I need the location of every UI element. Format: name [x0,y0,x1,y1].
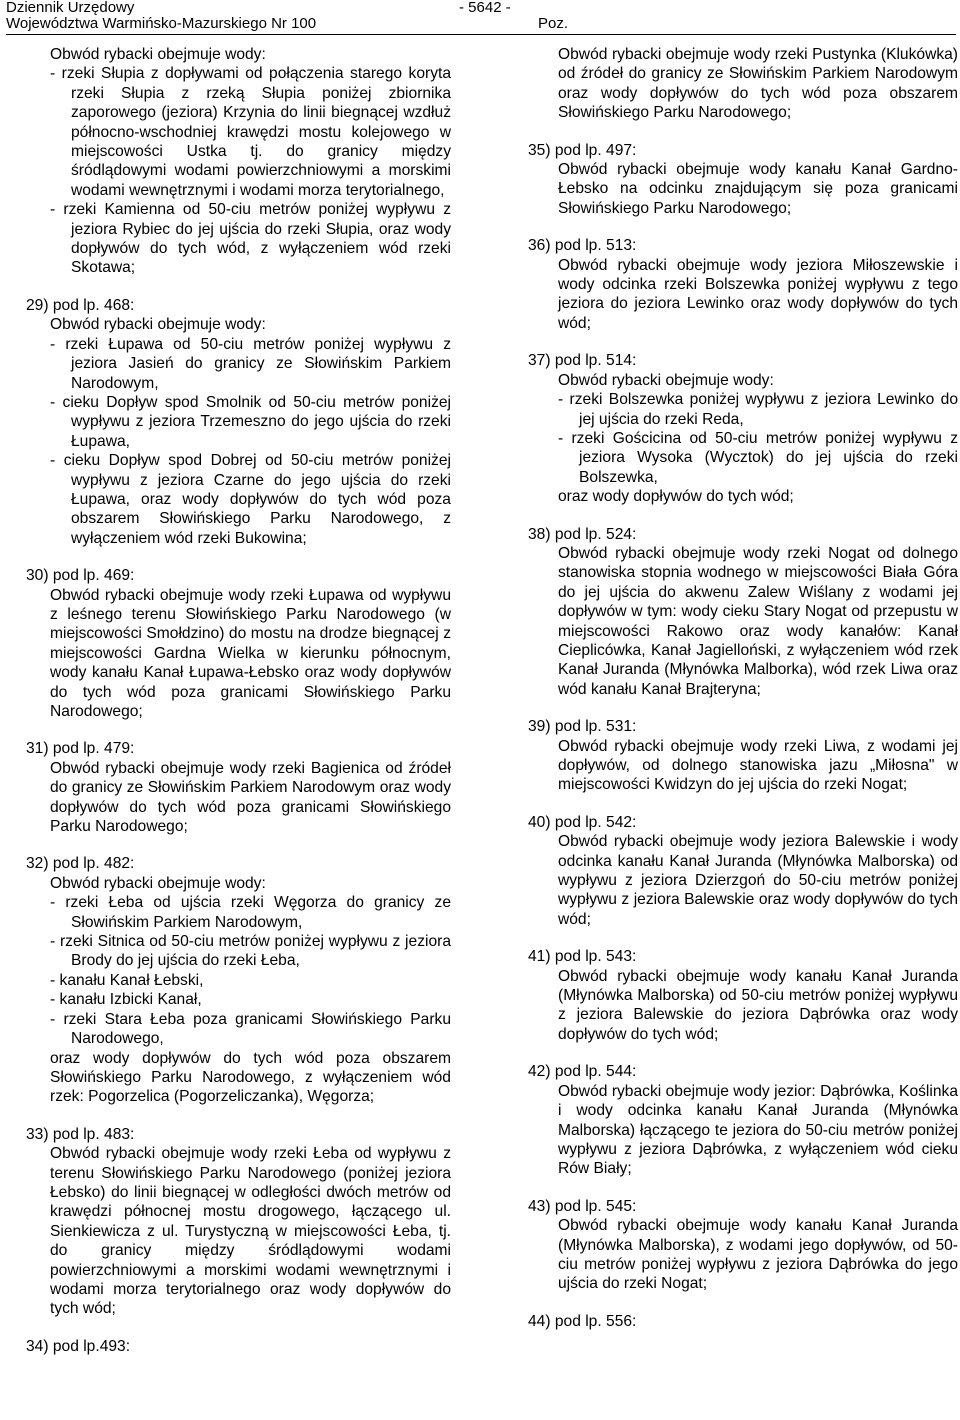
numbered-entry [528,525,958,700]
numbered-entry [26,739,451,836]
list-item: - cieku Dopływ spod Dobrej od 50-ciu metrów poniżej wypływu z jeziora Czarne do jego ujścia do rzeki Łupawa, oraz wody dopływów do tych wód poza obszarem Słowińskiego Parku Narodowego, z wyłączeniem wód rzeki Bukowina; [50,452,451,547]
journal-subtitle: Województwa Warmińsko-Mazurskiego Nr 100 [6,15,317,32]
entry-number: 35) pod lp. 497: [528,141,637,159]
continued-entry [528,45,958,123]
list-item: - rzeki Słupia z dopływami od połączenia starego koryta rzeki Słupia z rzeką Słupia poniżej zbiornika zaporowego (jeziora) Krzynia do linii biegnącej wzdłuż północno-wschodniej krawędzi mostu kolejowego w miejscowości Ustka tj. do granicy między śródlądowymi wodami powierzchniowymi a morskimi wodami wewnętrznymi i wodami morza terytorialnego, [50,65,451,199]
entry-intro: Obwód rybacki obejmuje wody jeziora Miłoszewskie i wody odcinka rzeki Bolszewka poniżej wypływu z tego jeziora do jeziora Lewinko oraz wody dopływów do tych wód; [558,256,958,332]
entry-number: 41) pod lp. 543: [528,948,637,966]
entry-body [528,371,958,507]
entry-intro: Obwód rybacki obejmuje wody rzeki Łupawa od wypływu z leśnego terenu Słowińskiego Parku Narodowego (w miejscowości Smołdzino) do mostu na drodze biegnącej z miejscowości Gardna Wielka w kierunku północnym, wody kanału Kanał Łupawa-Łebsko oraz wody dopływów do tych wód poza granicami Słowińskiego Parku Narodowego; [50,586,451,720]
entry-number: 38) pod lp. 524: [528,525,637,543]
entry-body [528,160,958,218]
entry-intro: Obwód rybacki obejmuje wody jezior: Dąbrówka, Koślinka i wody odcinka kanału Kanał Juranda (Młynówka Malborska) łączącego te jeziora do 50-ciu metrów poniżej wypływu z jeziora Dąbrówka, z wyłączeniem wód cieku Rów Biały; [558,1082,958,1178]
entry-body [528,544,958,699]
numbered-entry [528,351,958,506]
right-column [528,45,958,1349]
numbered-entry [528,141,958,219]
entry-number: 36) pod lp. 513: [528,237,637,255]
entry-number: 44) pod lp. 556: [528,1312,637,1330]
numbered-entry [528,1062,958,1178]
entry-number: 34) pod lp.493: [26,1337,131,1355]
entry-number: 32) pod lp. 482: [26,855,135,873]
entry-intro: Obwód rybacki obejmuje wody rzeki Pustynka (Klukówka) od źródeł do granicy ze Słowińskim Parkiem Narodowym oraz wody dopływów do tych wód poza obszarem Słowińskiego Parku Narodowego; [558,46,958,122]
right-entries [528,141,958,1332]
list-item: - rzeki Łupawa od 50-ciu metrów poniżej wypływu z jeziora Jasień do granicy ze Słowińskim Parkiem Narodowym, [50,335,451,392]
entry-body [528,967,958,1045]
entry-intro: Obwód rybacki obejmuje wody: [50,316,266,334]
list-item: - rzeki Bolszewka poniżej wypływu z jeziora Lewinko do jej ujścia do rzeki Reda, [558,391,958,428]
entry-number: 40) pod lp. 542: [528,813,637,831]
left-column [26,45,451,1374]
entry-tail: oraz wody dopływów do tych wód poza obszarem Słowińskiego Parku Narodowego, z wyłączeniem wód rzek: Pogorzelica (Pogorzeliczanka), Węgorza; [50,1049,451,1106]
numbered-entry [528,813,958,929]
page-header [6,0,956,35]
list-item: - rzeki Gościcina od 50-ciu metrów poniżej wypływu z jeziora Wysoka (Wycztok) do jej ujścia do rzeki Bolszewka, [558,429,958,486]
entry-body [528,256,958,334]
entry-number: 39) pod lp. 531: [528,718,637,736]
numbered-entry [528,1197,958,1294]
entry-intro: Obwód rybacki obejmuje wody rzeki Nogat od dolnego stanowiska stopnia wodnego w miejscowości Biała Góra do jej ujścia do akwenu Zalew Wiślany z wodami jej dopływów w tym: wody cieku Stary Nogat od przepustu w miejscowości Rakowo oraz wody kanałów: Kanał Cieplicówka, Kanał Jagielloński, z wyłączeniem wód rzek Kanał Juranda (Młynówka Malborka), wód rzek Liwa oraz wód kanału Kanał Brajteryna; [558,544,958,698]
entry-number: 37) pod lp. 514: [528,352,637,370]
numbered-entry [528,717,958,795]
entry-intro: Obwód rybacki obejmuje wody jeziora Balewskie i wody odcinka kanału Kanał Juranda (Młynówka Malborska) od wypływu z jeziora Dzierzgoń do 50-ciu metrów poniżej wypływu z jeziora Balewskie oraz wody dopływów do tych wód; [558,833,958,928]
list-item: - rzeki Kamienna od 50-ciu metrów poniżej wypływu z jeziora Rybiec do jej ujścia do rzeki Słupia, oraz wody dopływów do tych wód, z wyłączeniem wód rzeki Skotawa; [50,201,451,277]
entry-body [26,45,451,278]
entry-number: 31) pod lp. 479: [26,740,135,758]
entry-intro: Obwód rybacki obejmuje wody rzeki Liwa, z wodami jej dopływów, od dolnego stanowiska jazu „Miłosna" w miejscowości Kwidzyn do jej ujścia do rzeki Nogat; [558,737,958,794]
entry-number: 30) pod lp. 469: [26,567,135,585]
numbered-entry [528,947,958,1044]
entry-intro: Obwód rybacki obejmuje wody rzeki Łeba od wypływu z terenu Słowińskiego Parku Narodowego (poniżej jeziora Łebsko) do linii biegnącej w odległości dwóch metrów od krawędzi północnej mostu drogowego, łączącego ul. Sienkiewicza z ul. Turystyczną w miejscowości Łeba, tj. do granicy między śródlądowymi wodami powierzchniowymi a morskimi wodami wewnętrznymi i wodami morza terytorialnego oraz wody dopływów do tych wód; [50,1145,451,1318]
entry-body [26,315,451,548]
entry-body [528,737,958,795]
entry-number: 42) pod lp. 544: [528,1063,637,1081]
numbered-entry [26,1337,451,1356]
entry-body [528,832,958,929]
entry-number: 43) pod lp. 545: [528,1197,637,1215]
entry-body [26,586,451,722]
entry-intro: Obwód rybacki obejmuje wody kanału Kanał Juranda (Młynówka Malborska) od 50-ciu metrów poniżej wypływu z jeziora Balewskie do jeziora Dąbrówka oraz wody dopływów do tych wód; [558,967,958,1043]
entry-intro: Obwód rybacki obejmuje wody: [50,46,266,63]
numbered-entry [26,1125,451,1319]
entry-body [528,1082,958,1179]
list-item: - kanału Kanał Łebski, [50,971,204,989]
numbered-entry [26,296,451,548]
entry-intro: Obwód rybacki obejmuje wody kanału Kanał Gardno-Łebsko na odcinku znajdującym się poza granicami Słowińskiego Parku Narodowego; [558,161,958,217]
journal-title: Dziennik Urzędowy [6,0,135,16]
page-number: - 5642 - [459,0,511,16]
entry-tail: oraz wody dopływów do tych wód; [558,488,794,506]
left-entries [26,296,451,1356]
entry-body [26,759,451,837]
numbered-entry [528,236,958,333]
list-item: - cieku Dopływ spod Smolnik od 50-ciu metrów poniżej wypływu z jeziora Trzemeszno do jego ujścia do rzeki Łupawa, [50,393,451,450]
entry-body [528,1216,958,1294]
entry-body [528,45,958,123]
entry-number: 29) pod lp. 468: [26,296,135,314]
entry-intro: Obwód rybacki obejmuje wody kanału Kanał Juranda (Młynówka Malborska), z wodami jego dopływów, od 50-ciu metrów poniżej wypływu z jeziora Dąbrówka do jego ujścia do rzeki Nogat; [558,1217,958,1293]
list-item: - rzeki Sitnica od 50-ciu metrów poniżej wypływu z jeziora Brody do jej ujścia do rzeki Łeba, [50,933,451,970]
numbered-entry [26,566,451,721]
entry-intro: Obwód rybacki obejmuje wody: [50,874,266,892]
numbered-entry [528,1312,958,1331]
entry-body [26,874,451,1107]
list-item: - kanału Izbicki Kanał, [50,991,202,1009]
entry-intro: Obwód rybacki obejmuje wody: [558,371,774,389]
numbered-entry [26,854,451,1106]
entry-intro: Obwód rybacki obejmuje wody rzeki Bagienica od źródeł do granicy ze Słowińskim Parkiem Narodowym oraz wody dopływów do tych wód poza granicami Słowińskiego Parku Narodowego; [50,759,451,836]
entry-number: 33) pod lp. 483: [26,1125,135,1143]
list-item: - rzeki Stara Łeba poza granicami Słowińskiego Parku Narodowego, [50,1010,451,1048]
position-label: Poz. [538,15,569,32]
list-item: - rzeki Łeba od ujścia rzeki Węgorza do granicy ze Słowińskim Parkiem Narodowym, [50,894,451,931]
continued-entry [26,45,451,278]
entry-body [26,1144,451,1319]
